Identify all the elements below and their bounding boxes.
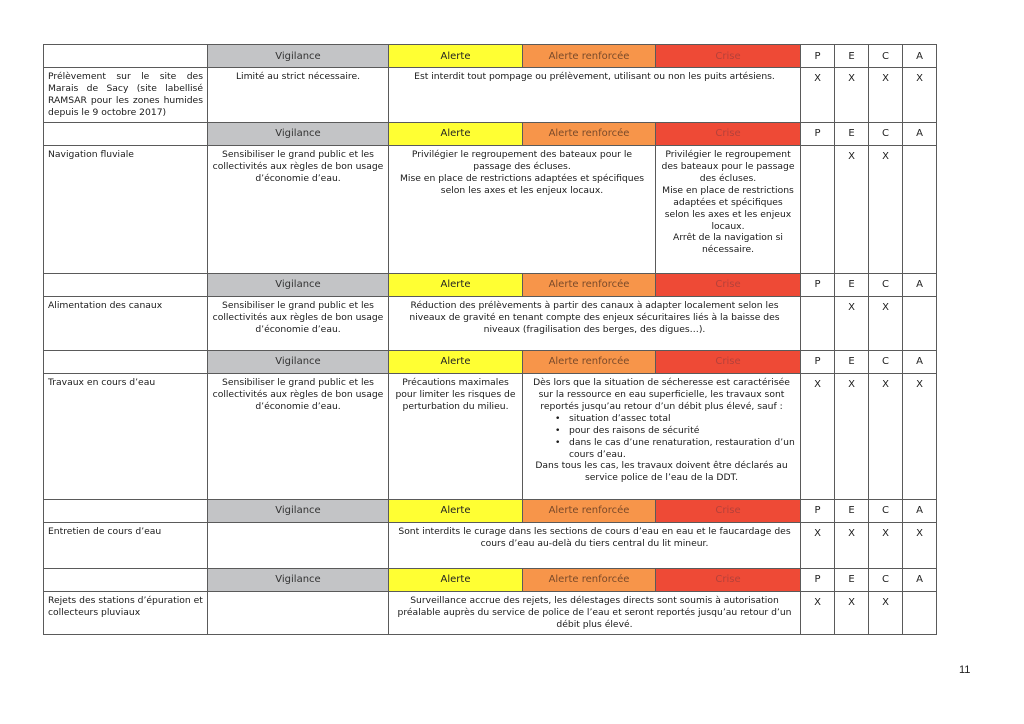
list-item: • pour des raisons de sécurité [555, 425, 796, 437]
level-header-row [44, 350, 937, 373]
mark-p: X [801, 68, 835, 123]
measure-text: Est interdit tout pompage ou prélèvement, utilisant ou non les puits artésiens. [389, 68, 801, 123]
crise-header: Crise [656, 273, 801, 296]
col-e-header: E [835, 45, 869, 68]
col-a-header: A [903, 45, 937, 68]
mark-c: X [869, 373, 903, 499]
mark-c: X [869, 145, 903, 273]
table-row [44, 68, 937, 123]
row-label: Navigation fluviale [44, 145, 208, 273]
table-row [44, 145, 937, 273]
page-number: 11 [959, 664, 971, 676]
vigilance-header: Vigilance [208, 350, 389, 373]
mark-c: X [869, 296, 903, 350]
mark-e: X [835, 591, 869, 634]
row-label: Travaux en cours d’eau [44, 373, 208, 499]
mark-e: X [835, 522, 869, 568]
mark-c: X [869, 591, 903, 634]
table-row [44, 522, 937, 568]
col-a-header: A [903, 499, 937, 522]
alerte-measure: Précautions maximales pour limiter les risques de perturbation du milieu. [389, 373, 523, 499]
crise-header: Crise [656, 350, 801, 373]
alerte-renforcee-header: Alerte renforcée [523, 499, 656, 522]
vigilance-measure [208, 522, 389, 568]
col-c-header: C [869, 122, 903, 145]
col-p-header: P [801, 273, 835, 296]
mark-p: X [801, 522, 835, 568]
col-e-header: E [835, 273, 869, 296]
col-a-header: A [903, 122, 937, 145]
row-label: Rejets des stations d’épuration et collecteurs pluviaux [44, 591, 208, 634]
mark-p: X [801, 591, 835, 634]
mark-a [903, 296, 937, 350]
col-c-header: C [869, 350, 903, 373]
col-p-header: P [801, 350, 835, 373]
measure-text [523, 373, 801, 499]
vigilance-header: Vigilance [208, 45, 389, 68]
mark-c: X [869, 522, 903, 568]
alerte-renforcee-header: Alerte renforcée [523, 122, 656, 145]
list-item: • situation d’assec total [555, 413, 796, 425]
crise-header: Crise [656, 499, 801, 522]
col-e-header: E [835, 499, 869, 522]
level-header-row [44, 568, 937, 591]
col-p-header: P [801, 45, 835, 68]
table-row [44, 591, 937, 634]
alerte-header: Alerte [389, 45, 523, 68]
crise-measure [656, 145, 801, 273]
mark-p [801, 296, 835, 350]
col-a-header: A [903, 350, 937, 373]
col-a-header: A [903, 273, 937, 296]
mark-a: X [903, 68, 937, 123]
crise-header: Crise [656, 45, 801, 68]
measure-line: Privilégier le regroupement des bateaux pour le passage des écluses. [661, 148, 795, 184]
col-p-header: P [801, 568, 835, 591]
mark-c: X [869, 68, 903, 123]
measure-outro: Dans tous les cas, les travaux doivent être déclarés au service police de l’eau de la DDT. [535, 460, 788, 484]
list-item: • dans le cas d’une renaturation, restauration d’un cours d’eau. [555, 437, 796, 461]
level-header-row [44, 273, 937, 296]
vigilance-measure: Limité au strict nécessaire. [208, 68, 389, 123]
col-p-header: P [801, 122, 835, 145]
mark-a [903, 145, 937, 273]
vigilance-measure: Sensibiliser le grand public et les collectivités aux règles de bon usage d’économie d’eau. [208, 296, 389, 350]
measure-text: Surveillance accrue des rejets, les délestages directs sont soumis à autorisation préalable auprès du service de police de l’eau et seront reportés jusqu’au retour d’un débit plus élevé. [389, 591, 801, 634]
measure-line: Mise en place de restrictions adaptées et spécifiques selon les axes et les enjeux locaux. [662, 184, 794, 232]
measure-line: Privilégier le regroupement des bateaux pour le passage des écluses. [411, 148, 633, 172]
crise-header: Crise [656, 122, 801, 145]
mark-e: X [835, 296, 869, 350]
level-header-row [44, 45, 937, 68]
alerte-renforcee-header: Alerte renforcée [523, 568, 656, 591]
crise-header: Crise [656, 568, 801, 591]
measure-line: Arrêt de la navigation si nécessaire. [673, 232, 783, 256]
mark-p: X [801, 373, 835, 499]
row-label: Prélèvement sur le site des Marais de Sacy (site labellisé RAMSAR pour les zones humides depuis le 9 octobre 2017) [44, 68, 208, 123]
vigilance-header: Vigilance [208, 122, 389, 145]
alerte-renforcee-header: Alerte renforcée [523, 350, 656, 373]
col-c-header: C [869, 568, 903, 591]
row-label: Entretien de cours d’eau [44, 522, 208, 568]
mark-a: X [903, 373, 937, 499]
col-c-header: C [869, 499, 903, 522]
table-row [44, 373, 937, 499]
alerte-header: Alerte [389, 568, 523, 591]
measure-text: Sont interdits le curage dans les sections de cours d’eau en eau et le faucardage des cours d’eau au-delà du tiers central du lit mineur. [389, 522, 801, 568]
mark-e: X [835, 145, 869, 273]
alerte-header: Alerte [389, 350, 523, 373]
level-header-row [44, 122, 937, 145]
col-e-header: E [835, 568, 869, 591]
vigilance-measure [208, 591, 389, 634]
col-c-header: C [869, 273, 903, 296]
col-p-header: P [801, 499, 835, 522]
mark-e: X [835, 373, 869, 499]
alerte-header: Alerte [389, 499, 523, 522]
col-e-header: E [835, 350, 869, 373]
restriction-measures-table [43, 44, 937, 635]
exception-list [527, 413, 796, 461]
vigilance-header: Vigilance [208, 273, 389, 296]
vigilance-measure: Sensibiliser le grand public et les collectivités aux règles de bon usage d’économie d’eau. [208, 373, 389, 499]
level-header-row [44, 499, 937, 522]
mark-a: X [903, 522, 937, 568]
alerte-renforcee-header: Alerte renforcée [523, 273, 656, 296]
alerte-header: Alerte [389, 122, 523, 145]
col-e-header: E [835, 122, 869, 145]
alerte-renforcee-header: Alerte renforcée [523, 45, 656, 68]
mark-a [903, 591, 937, 634]
mark-e: X [835, 68, 869, 123]
vigilance-measure: Sensibiliser le grand public et les collectivités aux règles de bon usage d’économie d’eau. [208, 145, 389, 273]
col-a-header: A [903, 568, 937, 591]
col-c-header: C [869, 45, 903, 68]
measure-intro: Dès lors que la situation de sécheresse est caractérisée sur la ressource en eau superficielle, les travaux sont reportés jusqu’au retour d’un débit plus élevé, sauf : [533, 376, 790, 412]
measure-line: Mise en place de restrictions adaptées et spécifiques selon les axes et les enjeux locaux. [399, 172, 645, 196]
vigilance-header: Vigilance [208, 568, 389, 591]
row-label: Alimentation des canaux [44, 296, 208, 350]
mark-p [801, 145, 835, 273]
alerte-header: Alerte [389, 273, 523, 296]
vigilance-header: Vigilance [208, 499, 389, 522]
measure-text: Réduction des prélèvements à partir des canaux à adapter localement selon les niveaux de gravité en tenant compte des enjeux sécuritaires liés à la baisse des niveaux (fragilisation des berges, des digues…). [389, 296, 801, 350]
measure-text [389, 145, 656, 273]
table-row [44, 296, 937, 350]
